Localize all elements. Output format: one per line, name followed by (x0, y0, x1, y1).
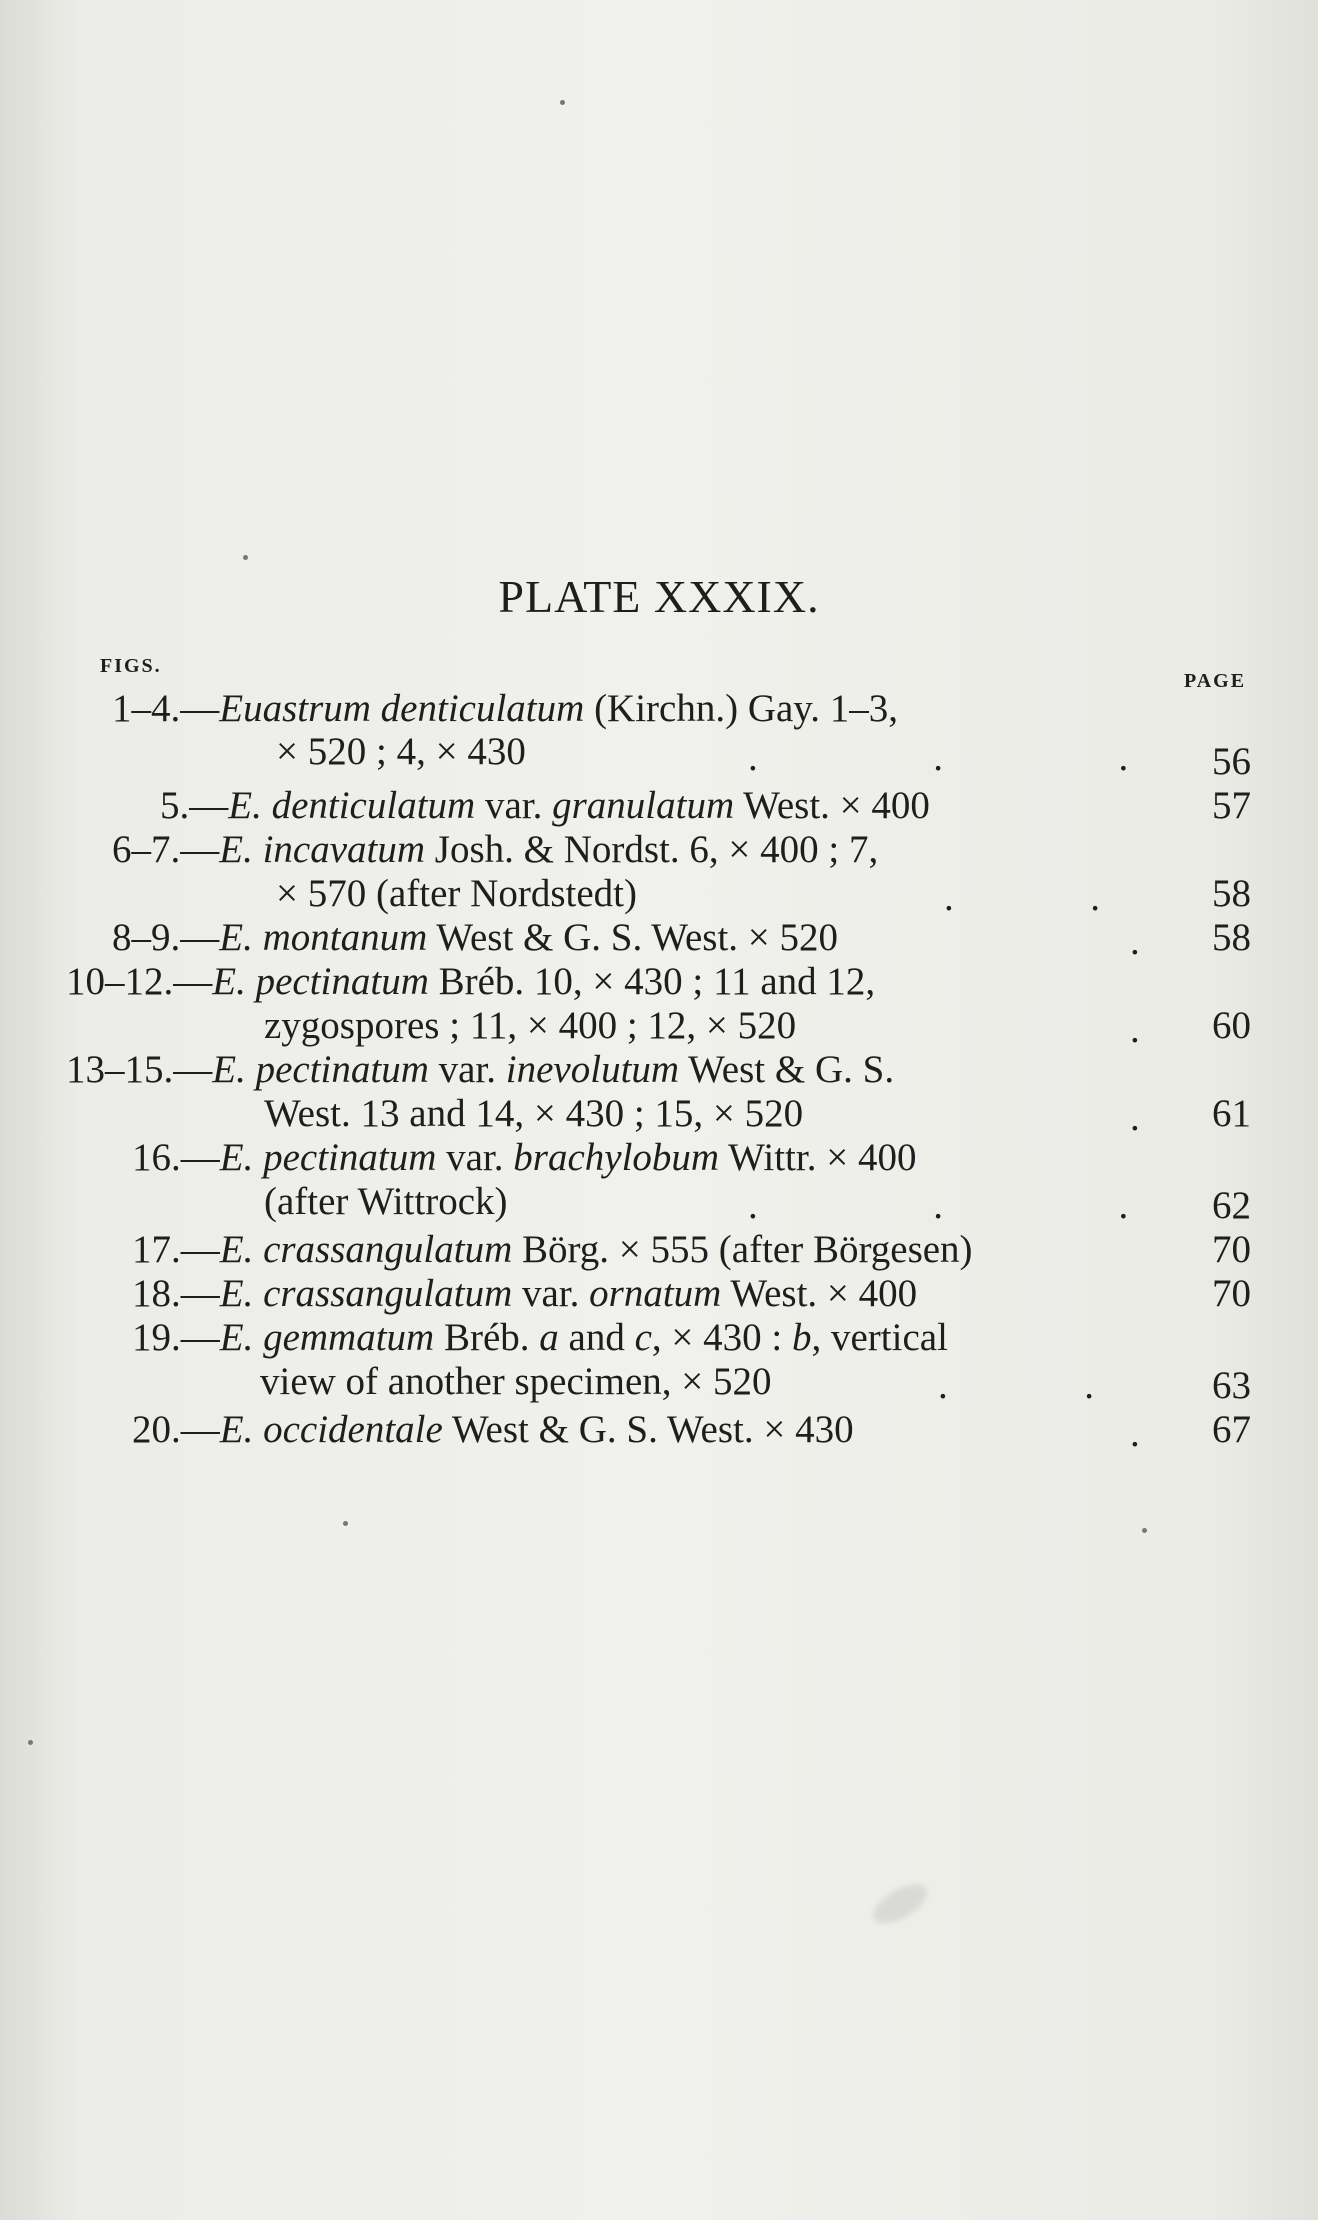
figure-number: 13–15.— (66, 1048, 213, 1091)
species-name: E. pectinatum (212, 960, 429, 1003)
page-number: 70 (1212, 1228, 1251, 1271)
species-name: E. incavatum (219, 828, 426, 871)
entry-continuation: × 520 ; 4, × 430 (276, 730, 526, 773)
list-item: 5.—E. denticulatum var. granulatum West. × 400 (160, 784, 930, 827)
leader-dots: . . (944, 876, 1100, 919)
species-name: E. pectinatum (212, 1048, 429, 1091)
list-item: 20.—E. occidentale West & G. S. West. × 430 (132, 1408, 854, 1451)
leader-dots: . . . (748, 1184, 1129, 1227)
figure-number: 19.— (132, 1316, 220, 1359)
list-item: 16.—E. pectinatum var. brachylobum Wittr. × 400 (132, 1136, 917, 1179)
page-number: 62 (1212, 1184, 1251, 1227)
leader-dots: . . . (748, 736, 1129, 779)
figure-number: 17.— (132, 1228, 220, 1271)
figs-column-heading: FIGS. (100, 655, 162, 677)
page-column-heading: PAGE (1184, 670, 1247, 692)
paper-speck (243, 555, 248, 560)
page-number: 63 (1212, 1364, 1251, 1407)
page-number: 58 (1212, 872, 1251, 915)
species-name: E. pectinatum (219, 1136, 437, 1179)
species-name: E. montanum (219, 916, 428, 959)
list-item: 8–9.—E. montanum West & G. S. West. × 520 (112, 916, 839, 959)
figure-number: 20.— (132, 1408, 220, 1451)
species-name: E. crassangulatum (219, 1228, 513, 1271)
leader-dots: . . (938, 1364, 1094, 1407)
paper-speck (560, 100, 565, 105)
list-item: 19.—E. gemmatum Bréb. a and c, × 430 : b, vertical (132, 1316, 948, 1359)
entry-continuation: West. 13 and 14, × 430 ; 15, × 520 (264, 1092, 804, 1135)
variety-name: brachylobum (513, 1136, 720, 1179)
species-name: Euastrum denticulatum (219, 687, 585, 730)
figure-number: 5.— (160, 784, 229, 827)
leader-dots: . (1130, 1096, 1140, 1139)
entry-continuation: view of another specimen, × 520 (260, 1360, 772, 1403)
page-number: 61 (1212, 1092, 1251, 1135)
list-item: 6–7.—E. incavatum Josh. & Nordst. 6, × 400 ; 7, (112, 828, 879, 871)
figure-number: 10–12.— (66, 960, 213, 1003)
entry-continuation: zygospores ; 11, × 400 ; 12, × 520 (264, 1004, 797, 1047)
entry-text: (Kirchn.) Gay. 1–3, (584, 687, 899, 730)
leader-dots: . (1130, 1412, 1140, 1455)
figure-number: 16.— (132, 1136, 220, 1179)
figure-number: 18.— (132, 1272, 220, 1315)
variety-name: inevolutum (505, 1048, 680, 1091)
paper-speck (343, 1521, 348, 1526)
figure-number: 6–7.— (112, 828, 220, 871)
species-name: E. gemmatum (219, 1316, 435, 1359)
list-item: 18.—E. crassangulatum var. ornatum West. × 400 (132, 1272, 918, 1315)
page-number: 58 (1212, 916, 1251, 959)
plate-title: PLATE XXXIX. (498, 571, 820, 622)
page-number: 70 (1212, 1272, 1251, 1315)
species-name: E. occidentale (219, 1408, 443, 1451)
page-number: 67 (1212, 1408, 1251, 1451)
paper-speck (1142, 1528, 1147, 1533)
page-number: 57 (1212, 784, 1251, 827)
paper-speck (28, 1740, 33, 1745)
list-item: 17.—E. crassangulatum Börg. × 555 (after Börgesen) (132, 1228, 973, 1271)
leader-dots: . (1130, 1008, 1140, 1051)
species-name: E. denticulatum (228, 784, 476, 827)
list-item (112, 687, 898, 731)
variety-name: ornatum (589, 1272, 722, 1315)
entry-continuation: (after Wittrock) (264, 1180, 508, 1223)
list-item: 10–12.—E. pectinatum Bréb. 10, × 430 ; 11 and 12, (66, 960, 876, 1003)
figure-number: 8–9.— (112, 916, 220, 959)
variety-name: granulatum (552, 784, 735, 827)
list-item: 13–15.—E. pectinatum var. inevolutum West & G. S. (66, 1048, 895, 1091)
leader-dots: . (1130, 920, 1140, 963)
page-number: 56 (1212, 740, 1251, 783)
entry-continuation: × 570 (after Nordstedt) (276, 872, 637, 915)
species-name: E. crassangulatum (219, 1272, 513, 1315)
page-number: 60 (1212, 1004, 1251, 1047)
figure-number: 1–4.— (112, 687, 220, 730)
